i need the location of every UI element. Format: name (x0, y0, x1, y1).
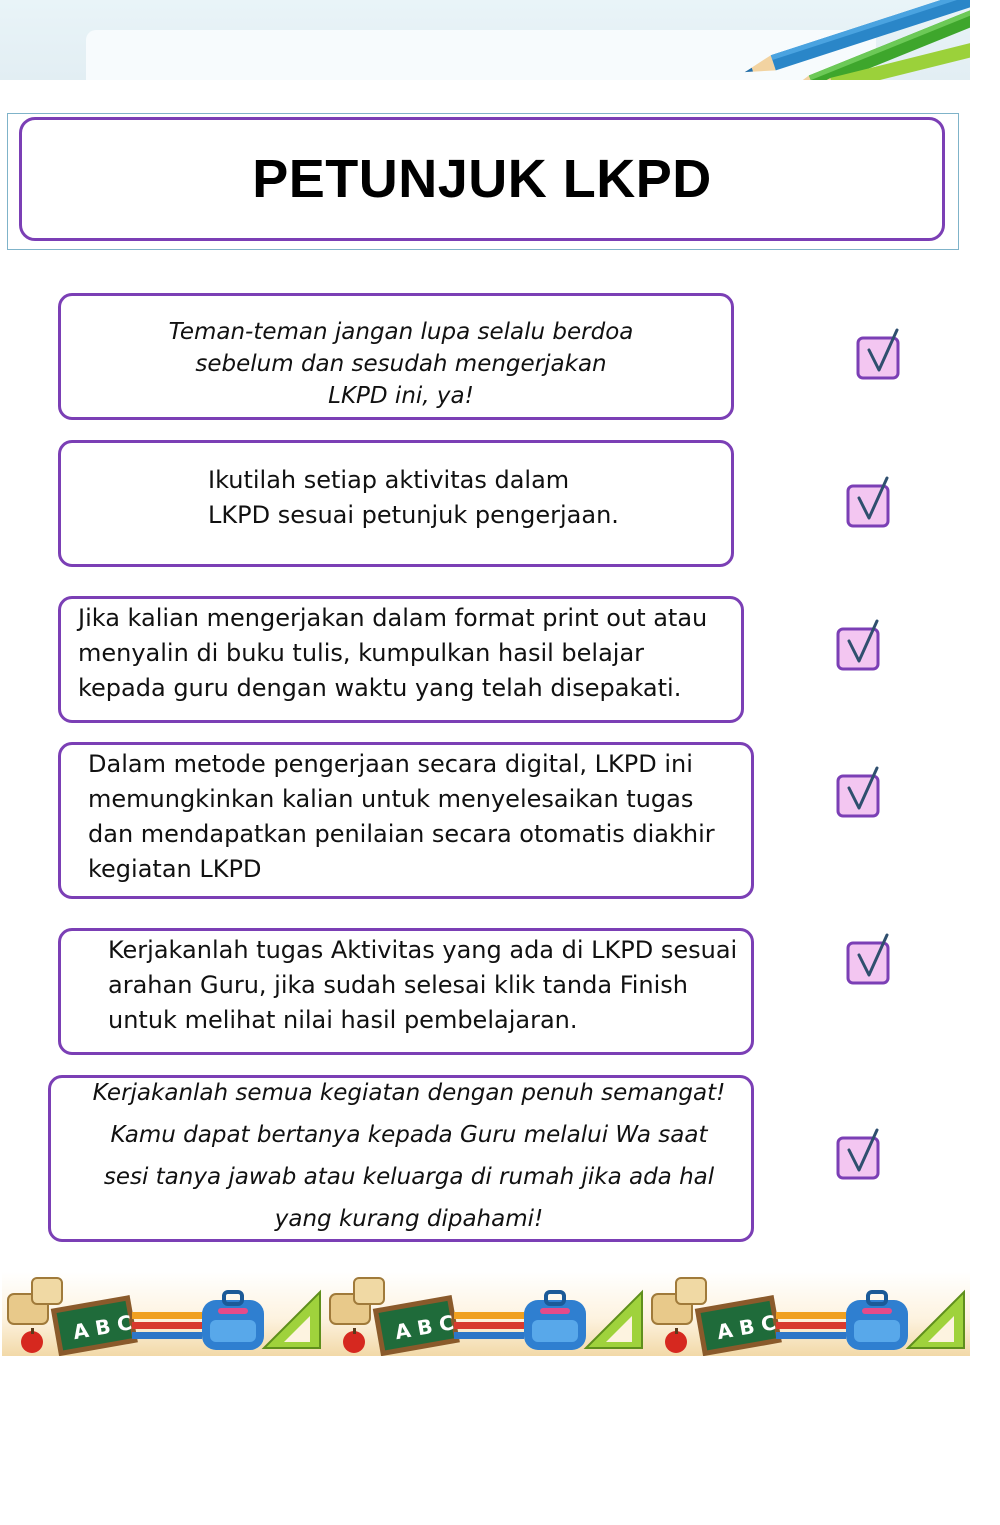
instruction-text-5: Kerjakanlah tugas Aktivitas yang ada di LKPD sesuai arahan Guru, jika sudah selesai klik tanda Finish untuk melihat nilai hasil pembelajaran. (108, 936, 738, 1034)
checkbox-4[interactable] (837, 770, 877, 812)
instruction-box-4 (58, 742, 754, 899)
checkbox-1[interactable] (857, 332, 897, 374)
school-supplies-icon (2, 1272, 970, 1356)
check-mark-icon (837, 623, 881, 671)
instruction-text-6: Kerjakanlah semua kegiatan dengan penuh semangat! Kamu dapat bertanya kepada Guru melalui Wa saat sesi tanya jawab atau keluarga di rumah jika ada hal yang kurang dipahami! (92, 1080, 726, 1232)
check-mark-icon (837, 1132, 881, 1180)
checkbox-3[interactable] (837, 623, 877, 665)
instruction-text-2: Ikutilah setiap aktivitas dalam LKPD sesuai petunjuk pengerjaan. (208, 466, 619, 529)
instruction-box-6 (48, 1075, 754, 1242)
checkbox-6[interactable] (837, 1132, 877, 1174)
instruction-text-4: Dalam metode pengerjaan secara digital, LKPD ini memungkinkan kalian untuk menyelesaikan tugas dan mendapatkan penilaian secara otomatis diakhir kegiatan LKPD (88, 750, 715, 883)
instruction-box-3 (58, 596, 744, 723)
instruction-box-2 (58, 440, 734, 567)
title-box (19, 117, 945, 241)
check-mark-icon (847, 480, 891, 528)
check-mark-icon (847, 937, 891, 985)
instruction-text-1: Teman-teman jangan lupa selalu berdoa sebelum dan sesudah mengerjakan LKPD ini, ya! (168, 319, 634, 409)
school-supplies-border (2, 1272, 970, 1356)
check-mark-icon (837, 770, 881, 818)
page-title: PETUNJUK LKPD (252, 149, 712, 209)
instruction-box-1 (58, 293, 734, 420)
checkbox-5[interactable] (847, 937, 887, 979)
instruction-text-3: Jika kalian mengerjakan dalam format print out atau menyalin di buku tulis, kumpulkan hasil belajar kepada guru dengan waktu yang telah disepakati. (78, 604, 708, 702)
checkbox-2[interactable] (847, 480, 887, 522)
top-banner (0, 0, 970, 80)
check-mark-icon (857, 332, 901, 380)
instruction-box-5 (58, 928, 754, 1055)
pencils-icon (730, 0, 970, 80)
